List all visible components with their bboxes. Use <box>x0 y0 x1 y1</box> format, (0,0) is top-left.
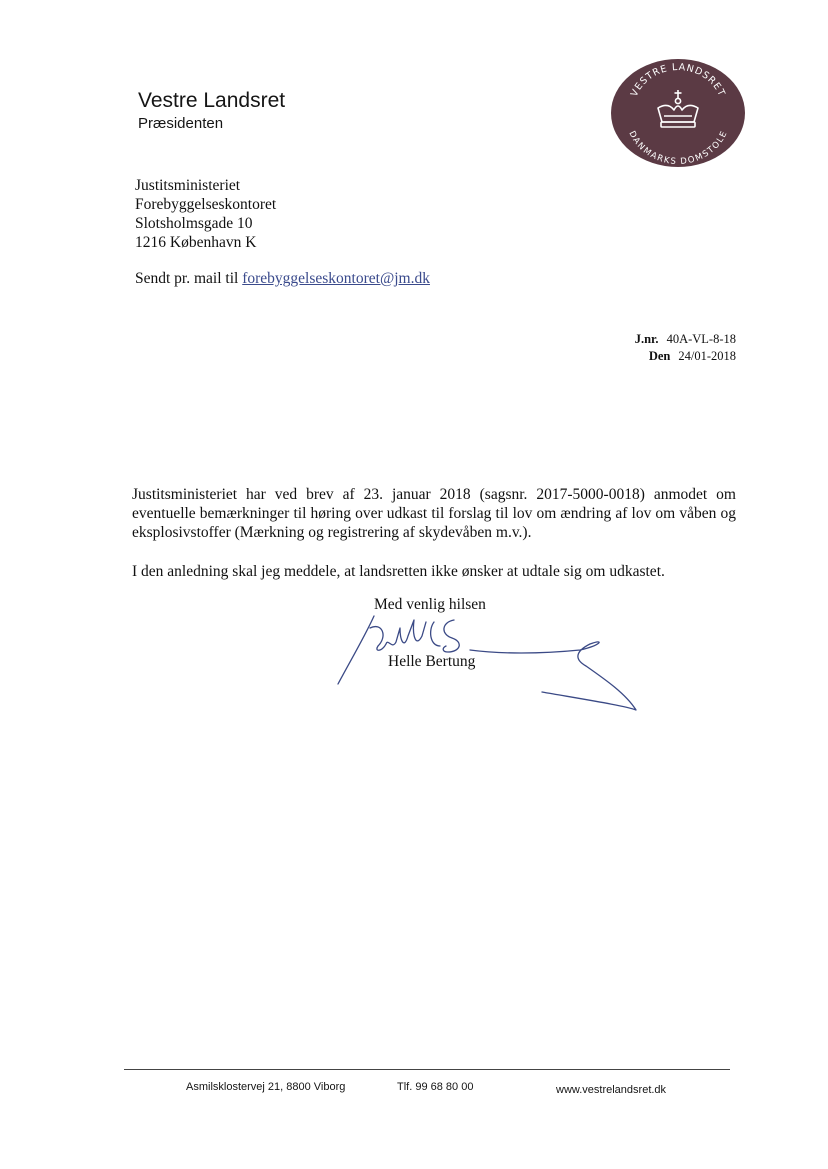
recipient-line: 1216 København K <box>135 234 257 251</box>
reference-block <box>635 331 736 365</box>
date-value: 24/01-2018 <box>678 349 736 363</box>
recipient-line: Forebyggelseskontoret <box>135 196 277 213</box>
seal-bottom-text: DANMARKS DOMSTOLE <box>626 129 730 167</box>
journal-number-value: 40A-VL-8-18 <box>666 332 736 346</box>
handwritten-signature <box>330 606 650 726</box>
body-paragraph-2: I den anledning skal jeg meddele, at landsretten ikke ønsker at udtale sig om udkastet. <box>132 563 665 580</box>
journal-number-label: J.nr. <box>634 332 659 346</box>
closing-greeting: Med venlig hilsen <box>374 596 486 613</box>
footer-address: Asmilsklostervej 21, 8800 Viborg <box>186 1081 346 1093</box>
journal-number-row <box>635 331 736 348</box>
footer-divider <box>124 1069 730 1070</box>
body-paragraph-1: Justitsministeriet har ved brev af 23. januar 2018 (sagsnr. 2017-5000-0018) anmodet om eventuelle bemærkninger til høring over udkast til forslag til lov om ændring af lov om våben og eksplosivstoffer (Mærkning og registrering af skydevåben m.v.). <box>132 486 736 541</box>
date-row <box>635 348 736 365</box>
seal-background <box>611 59 745 167</box>
sent-by-prefix: Sendt pr. mail til <box>135 270 243 287</box>
court-seal <box>610 58 746 168</box>
recipient-address <box>135 176 276 252</box>
date-label: Den <box>648 349 671 363</box>
email-link[interactable]: forebyggelseskontoret@jm.dk <box>242 270 430 287</box>
department-title: Præsidenten <box>138 115 224 132</box>
sent-by-mail-line <box>135 270 430 288</box>
footer-phone: Tlf. 99 68 80 00 <box>397 1081 474 1093</box>
court-name: Vestre Landsret <box>138 89 286 112</box>
signer-name: Helle Bertung <box>388 653 476 670</box>
recipient-line: Justitsministeriet <box>135 177 241 194</box>
seal-top-text: VESTRE LANDSRET <box>628 61 728 99</box>
footer-website: www.vestrelandsret.dk <box>556 1084 667 1096</box>
recipient-line: Slotsholmsgade 10 <box>135 215 253 232</box>
